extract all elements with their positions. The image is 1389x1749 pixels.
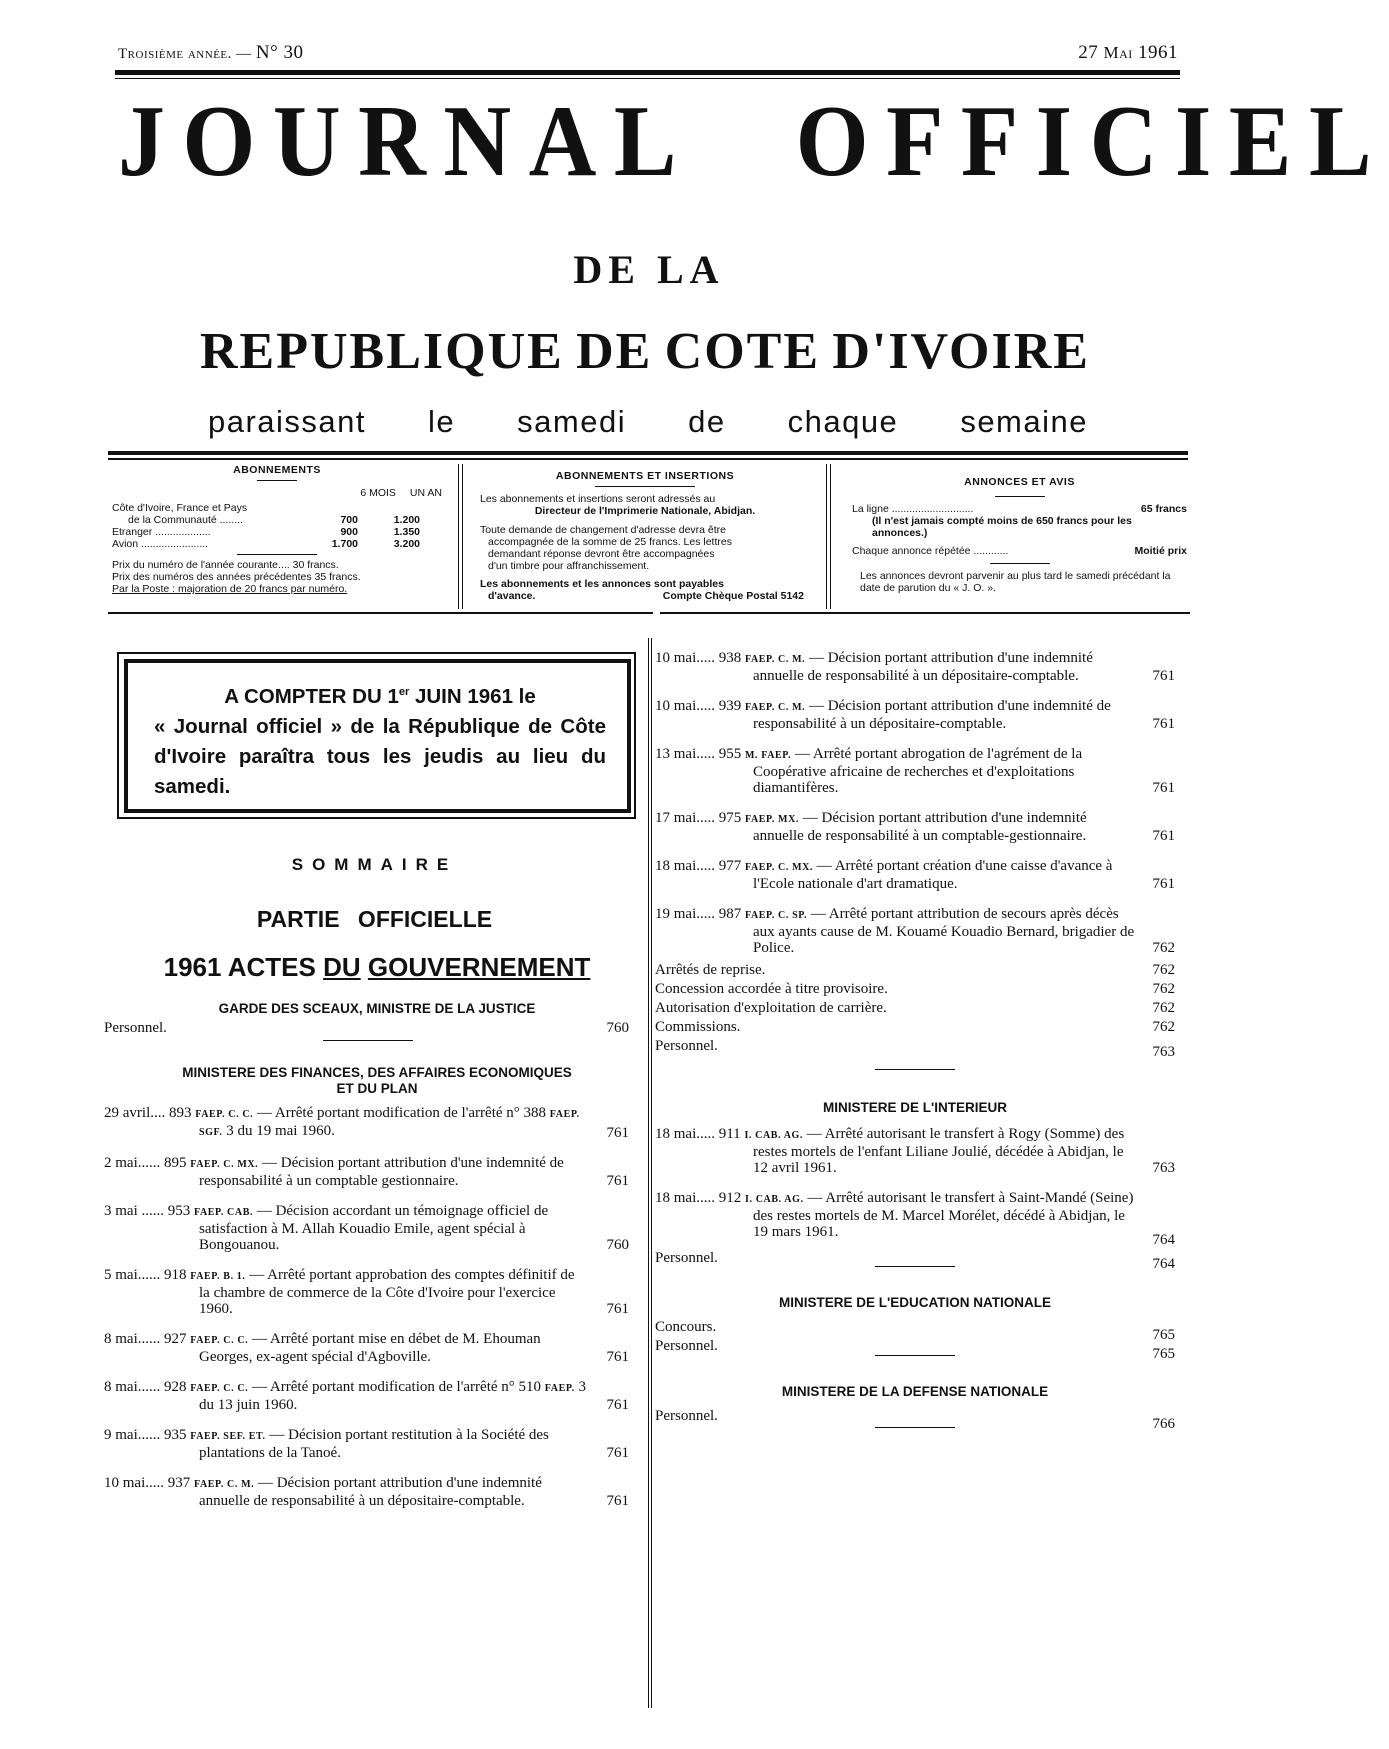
education-heading: MINISTERE DE L'EDUCATION NATIONALE [779, 1295, 1051, 1310]
insertions-text: Les abonnements et insertions seront adressés au [480, 493, 716, 505]
toc-entry: 18 mai..... 977 FAEP. C. MX. — Arrêté portant création d'une caisse d'avance à l'Ecole nationale d'art dramatique. 761 [655, 858, 1175, 892]
toc-item: Personnel. 760 [104, 1020, 629, 1036]
issue-number: N° 30 [255, 42, 304, 63]
toc-entry: 2 mai...... 895 FAEP. C. MX. — Décision portant attribution d'une indemnité de responsabilité à un comptable gestionnaire. 761 [104, 1155, 629, 1189]
price-line: Par la Poste : majoration de 20 francs par numéro. [112, 583, 348, 595]
section-rule [660, 612, 1190, 614]
toc-item: Commissions. 762 [655, 1019, 1175, 1035]
price-line: Prix du numéro de l'année courante.... 30 francs. [112, 559, 339, 571]
toc-item: Personnel. 765 [655, 1338, 1175, 1362]
partie-title: PARTIE OFFICIELLE [256, 906, 493, 932]
insertions-box [480, 470, 810, 602]
column-divider [651, 638, 652, 1708]
masthead-country: REPUBLIQUE DE COTE D'IVOIRE [200, 323, 1090, 380]
finances-heading: MINISTERE DES FINANCES, DES AFFAIRES ECONOMIQUES ET DU PLAN [182, 1065, 572, 1096]
masthead-tagline: paraissant le samedi de chaque semaine [208, 404, 1088, 439]
masthead-rule [108, 451, 1188, 455]
defense-heading: MINISTERE DE LA DEFENSE NATIONALE [781, 1384, 1049, 1399]
masthead-title: JOURNAL OFFICIEL [118, 85, 1389, 198]
abo-row: Etranger ................... 900 1.350 [112, 526, 420, 538]
masthead-subtitle: DE LA [573, 247, 725, 292]
insertions-text: Directeur de l'Imprimerie Nationale, Abidjan. [534, 505, 756, 517]
divider [875, 1427, 955, 1428]
abonnements-heading: ABONNEMENTS [233, 464, 321, 476]
annonces-box [852, 476, 1187, 594]
toc-item: Autorisation d'exploitation de carrière. 762 [655, 1000, 1175, 1016]
repeat-label: Chaque annonce répétée ............ [852, 545, 1009, 557]
right-entries [655, 650, 1175, 1432]
col-6mois: 6 MOIS [360, 487, 396, 499]
section-rule [108, 612, 653, 614]
toc-entry: 18 mai..... 912 I. CAB. AG. — Arrêté autorisant le transfert à Saint-Mandé (Seine) des restes mortels de M. Marcel Morélet, décédé à Abidjan, le 19 mars 1961. 764 [655, 1190, 1175, 1248]
toc-entry: 10 mai..... 939 FAEP. C. M. — Décision portant attribution d'une indemnité de responsabilité à un dépositaire-comptable. 761 [655, 698, 1175, 732]
toc-item: Concours. 765 [655, 1319, 1175, 1343]
toc-entry: 10 mai..... 938 FAEP. C. M. — Décision portant attribution d'une indemnité annuelle de responsabilité à un dépositaire-comptable. 761 [655, 650, 1175, 684]
edition-label: Troisième année. — [118, 46, 252, 62]
publication-notice: A COMPTER DU 1er JUIN 1961 le « Journal officiel » de la République de Côte d'Ivoire paraîtra tous les jeudis au lieu du samedi. [154, 684, 606, 798]
abonnements-box [112, 464, 442, 595]
col-1an: UN AN [409, 487, 442, 499]
annonces-note: (Il n'est jamais compté moins de 650 francs pour les annonces.) [872, 515, 1132, 539]
actes-title: 1961 ACTES DU GOUVERNEMENT [163, 952, 591, 982]
masthead-rule-thin [108, 458, 1188, 460]
annonces-heading: ANNONCES ET AVIS [964, 476, 1075, 488]
toc-entry: 17 mai..... 975 FAEP. MX. — Décision portant attribution d'une indemnité annuelle de responsabilité à un comptable-gestionnaire. 761 [655, 810, 1175, 844]
ligne-value: 65 francs [1140, 503, 1187, 515]
header-rule [115, 70, 1180, 75]
insertions-text: demandant réponse devront être accompagnées [488, 548, 715, 560]
issue-header [118, 42, 1178, 64]
finances-entries [104, 1105, 629, 1523]
divider [458, 464, 459, 609]
toc-item: Personnel. 764 [655, 1250, 1175, 1272]
column-divider [648, 638, 649, 1708]
toc-entry: 18 mai..... 911 I. CAB. AG. — Arrêté autorisant le transfert à Rogy (Somme) des restes mortels de l'enfant Liliane Joulié, décédée à Abidjan, le 12 avril 1961. 763 [655, 1126, 1175, 1176]
toc-entry: 3 mai ...... 953 FAEP. CAB. — Décision accordant un témoignage officiel de satisfaction à M. Allah Kouadio Emile, agent spécial à Bongouanou. 760 [104, 1203, 629, 1253]
divider [830, 464, 831, 609]
toc-entry: 5 mai...... 918 FAEP. B. 1. — Arrêté portant approbation des comptes définitif de la chambre de commerce de la Côte d'Ivoire pour l'exercice 1960. 761 [104, 1267, 629, 1317]
abo-row: de la Communauté ........ 700 1.200 [128, 514, 420, 526]
toc-entry: 8 mai...... 928 FAEP. C. C. — Arrêté portant modification de l'arrêté n° 510 FAEP. 3 du 13 juin 1960. 761 [104, 1379, 629, 1413]
price-line: Prix des numéros des années précédentes 35 francs. [112, 571, 361, 583]
toc-entry: 9 mai...... 935 FAEP. SEF. ET. — Décision portant restitution à la Société des plantations de la Tanoé. 761 [104, 1427, 629, 1461]
toc-entry: 10 mai..... 937 FAEP. C. M. — Décision portant attribution d'une indemnité annuelle de responsabilité à un dépositaire-comptable. 761 [104, 1475, 629, 1509]
abo-row: Côte d'Ivoire, France et Pays [112, 502, 248, 514]
sommaire-title: SOMMAIRE [291, 855, 458, 874]
toc-entry: 19 mai..... 987 FAEP. C. SP. — Arrêté portant attribution de secours après décès aux ayants cause de M. Kouamé Kouadio Bernard, brigadier de Police. 762 [655, 906, 1175, 956]
insertions-text: d'avance. [488, 590, 536, 602]
issue-date: 27 Mai 1961 [1078, 42, 1178, 63]
toc-entry: 8 mai...... 927 FAEP. C. C. — Arrêté portant mise en débet de M. Ehouman Georges, ex-agent spécial d'Agboville. 761 [104, 1331, 629, 1365]
divider [826, 464, 827, 609]
insertions-text: d'un timbre pour affranchissement. [488, 560, 650, 572]
toc-item: Concession accordée à titre provisoire. 762 [655, 981, 1175, 997]
toc-item: Personnel. 763 [655, 1038, 1175, 1060]
toc-entry: 29 avril.... 893 FAEP. C. C. — Arrêté portant modification de l'arrêté n° 388 FAEP. SGF. 3 du 19 mai 1960. 761 [104, 1105, 629, 1141]
insertions-heading: ABONNEMENTS ET INSERTIONS [555, 470, 735, 482]
insertions-text: Toute demande de changement d'adresse devra être [480, 524, 727, 536]
toc-entry: 13 mai..... 955 M. FAEP. — Arrêté portant abrogation de l'agrément de la Coopérative africaine de recherches et d'exploitations diamantifères. 761 [655, 746, 1175, 796]
insertions-text: accompagnée de la somme de 25 francs. Les lettres [488, 536, 732, 548]
interieur-heading: MINISTERE DE L'INTERIEUR [823, 1100, 1007, 1115]
postal-account: Compte Chèque Postal 5142 [662, 590, 804, 602]
toc-item: Personnel. 766 [655, 1408, 1175, 1432]
abo-row: Avion ....................... 1.700 3.200 [112, 538, 420, 550]
header-rule-thin [115, 78, 1180, 79]
divider [323, 1040, 413, 1041]
annonces-deadline: Les annonces devront parvenir au plus tard le samedi précédant la date de parution du « J. O. ». [860, 570, 1171, 594]
justice-heading: GARDE DES SCEAUX, MINISTRE DE LA JUSTICE [218, 1001, 536, 1016]
divider [462, 464, 463, 609]
toc-item: Arrêtés de reprise. 762 [655, 962, 1175, 978]
repeat-value: Moitié prix [1134, 545, 1187, 557]
insertions-text: Les abonnements et les annonces sont payables [480, 578, 724, 590]
ligne-label: La ligne ............................ [852, 503, 974, 515]
divider [875, 1069, 955, 1070]
